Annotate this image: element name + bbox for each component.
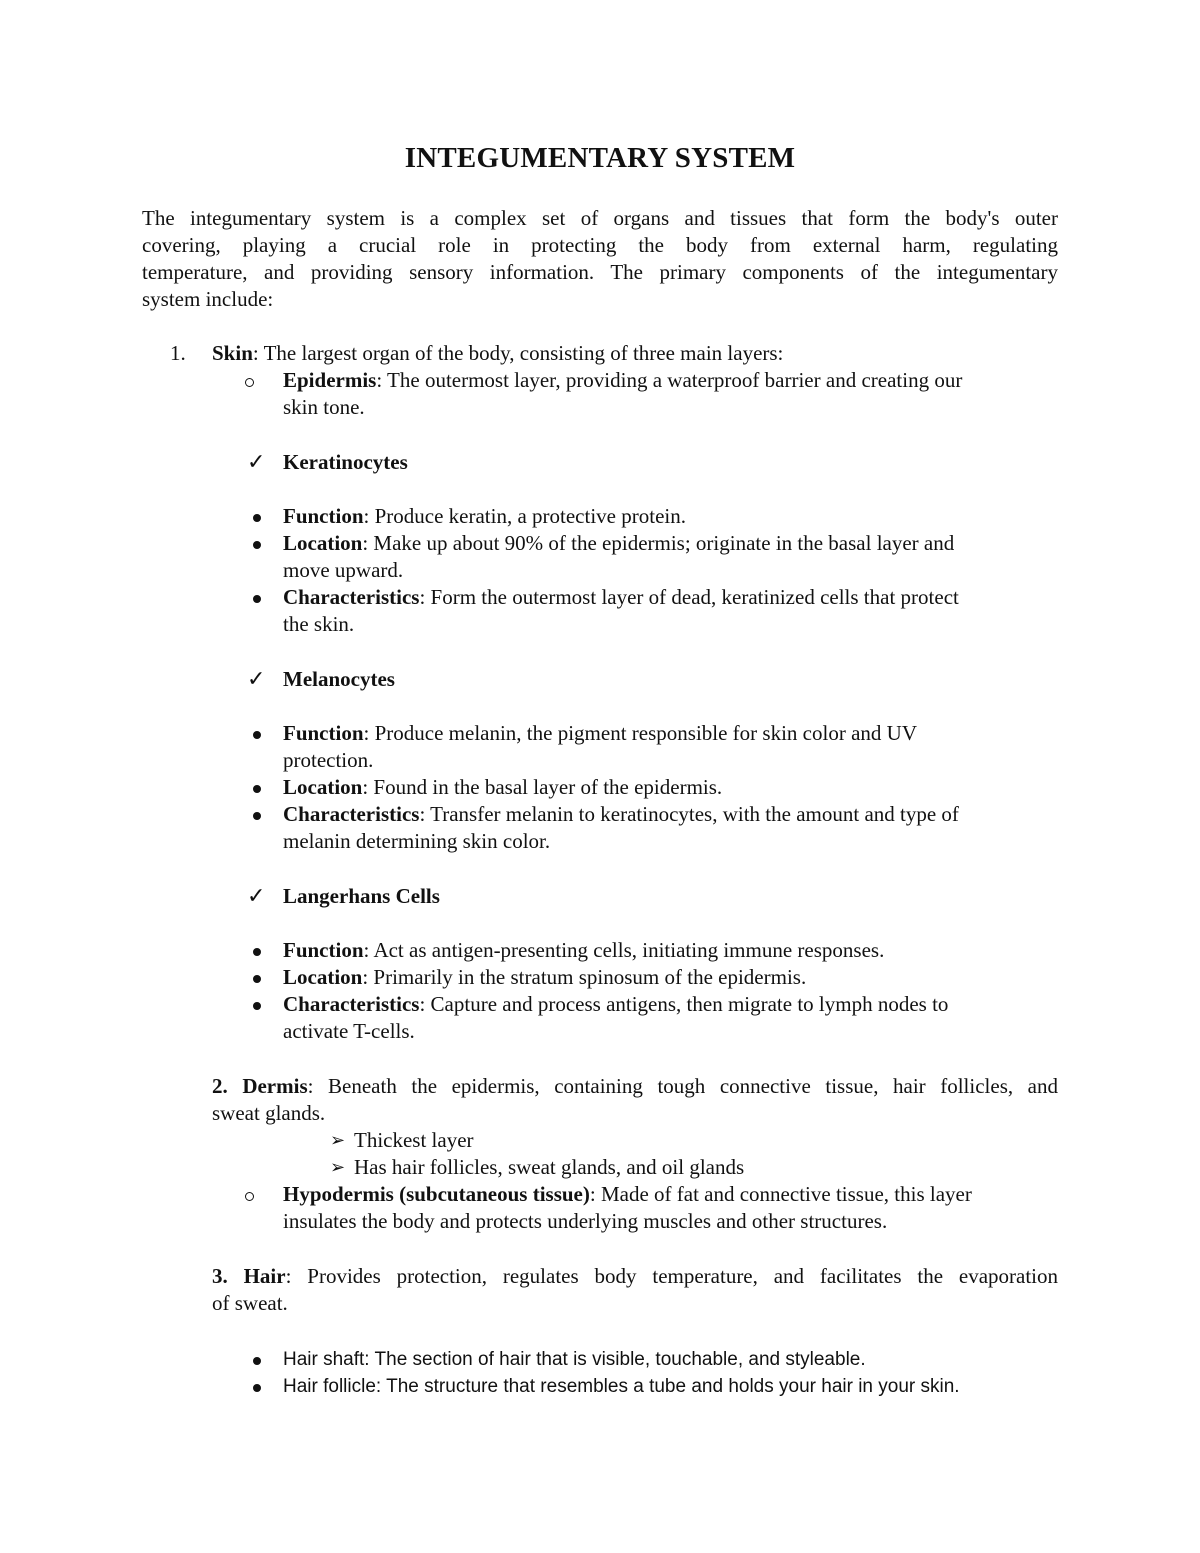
list-item [283, 937, 884, 964]
function-text: : Produce melanin, the pigment responsible for skin color and UV [363, 721, 917, 745]
hair-list-item: Hair shaft: The section of hair that is visible, touchable, and styleable. [283, 1349, 866, 1370]
hair-label: 3. Hair [212, 1264, 286, 1288]
hair-list-item: Hair follicle: The structure that resembles a tube and holds your hair in your skin. [283, 1376, 960, 1397]
location-text: : Make up about 90% of the epidermis; originate in the basal layer and [362, 531, 955, 555]
intro-line: The integumentary system is a complex set of organs and tissues that form the body's outer [142, 206, 1058, 230]
bullet-icon [253, 785, 261, 793]
hypodermis-text: : Made of fat and connective tissue, this layer [589, 1182, 972, 1206]
intro-line: temperature, and providing sensory information. The primary components of the integumentary [142, 260, 1058, 284]
circle-bullet-icon [245, 378, 254, 387]
circle-bullet-icon [245, 1192, 254, 1201]
location-label: Location [283, 775, 363, 799]
list-item-cont: the skin. [283, 612, 355, 636]
function-label: Function [283, 721, 364, 745]
hair-item [212, 1263, 1058, 1290]
bullet-icon [253, 541, 261, 549]
bullet-icon [253, 595, 261, 603]
checkmark-icon: ✓ [247, 883, 266, 908]
intro-line: covering, playing a crucial role in protecting the body from external harm, regulating [142, 233, 1058, 257]
arrow-bullet-icon: ➢ [330, 1130, 346, 1150]
function-label: Function [283, 504, 364, 528]
function-text: : Act as antigen-presenting cells, initiating immune responses. [363, 938, 885, 962]
bullet-icon [253, 514, 261, 522]
bullet-icon [253, 731, 261, 739]
skin-item [212, 340, 783, 367]
list-item [283, 584, 959, 611]
hair-text-cont: of sweat. [212, 1291, 288, 1315]
location-label: Location [283, 965, 363, 989]
skin-label: Skin [212, 341, 253, 365]
location-text: : Primarily in the stratum spinosum of the epidermis. [362, 965, 807, 989]
list-number: 1. [170, 341, 186, 365]
bullet-icon [253, 1002, 261, 1010]
hair-text: : Provides protection, regulates body temperature, and facilitates the evaporation [285, 1264, 1058, 1288]
keratinocytes-heading: Keratinocytes [283, 450, 408, 474]
dermis-text: : Beneath the epidermis, containing tough connective tissue, hair follicles, and [307, 1074, 1058, 1098]
epidermis-item [283, 367, 962, 394]
characteristics-text: : Capture and process antigens, then migrate to lymph nodes to [419, 992, 949, 1016]
list-item-cont: melanin determining skin color. [283, 829, 551, 853]
characteristics-text: : Transfer melanin to keratinocytes, with the amount and type of [419, 802, 959, 826]
location-label: Location [283, 531, 363, 555]
list-item-cont: move upward. [283, 558, 404, 582]
section-heading [283, 449, 408, 476]
section-heading [283, 883, 440, 910]
bullet-icon [253, 812, 261, 820]
list-item-cont: protection. [283, 748, 374, 772]
characteristics-label: Characteristics [283, 802, 420, 826]
hypodermis-text-cont: insulates the body and protects underlying muscles and other structures. [283, 1209, 888, 1233]
list-item [283, 774, 722, 801]
location-text: : Found in the basal layer of the epidermis. [362, 775, 723, 799]
dermis-label: 2. Dermis [212, 1074, 308, 1098]
intro-line: system include: [142, 287, 274, 311]
list-item [283, 964, 806, 991]
dermis-point: Thickest layer [354, 1128, 474, 1152]
list-item [283, 503, 686, 530]
list-item [283, 720, 917, 747]
dermis-text-cont: sweat glands. [212, 1101, 326, 1125]
epidermis-text-cont: skin tone. [283, 395, 365, 419]
hypodermis-label: Hypodermis (subcutaneous tissue) [283, 1182, 590, 1206]
bullet-icon [253, 975, 261, 983]
function-text: : Produce keratin, a protective protein. [363, 504, 686, 528]
list-item [283, 991, 948, 1018]
list-item [283, 530, 954, 557]
melanocytes-heading: Melanocytes [283, 667, 395, 691]
checkmark-icon: ✓ [247, 666, 266, 691]
list-item-cont: activate T-cells. [283, 1019, 415, 1043]
page-title: INTEGUMENTARY SYSTEM [404, 142, 796, 174]
characteristics-label: Characteristics [283, 585, 420, 609]
skin-text: : The largest organ of the body, consisting of three main layers: [252, 341, 784, 365]
characteristics-label: Characteristics [283, 992, 420, 1016]
dermis-point: Has hair follicles, sweat glands, and oil glands [354, 1155, 745, 1179]
epidermis-label: Epidermis [283, 368, 377, 392]
function-label: Function [283, 938, 364, 962]
epidermis-text: : The outermost layer, providing a waterproof barrier and creating our [376, 368, 963, 392]
arrow-bullet-icon: ➢ [330, 1157, 346, 1177]
section-heading [283, 666, 395, 693]
langerhans-heading: Langerhans Cells [283, 884, 440, 908]
dermis-item [212, 1073, 1058, 1100]
bullet-icon [253, 1384, 261, 1392]
characteristics-text: : Form the outermost layer of dead, keratinized cells that protect [419, 585, 959, 609]
hypodermis-item [283, 1181, 972, 1208]
list-item [283, 801, 959, 828]
checkmark-icon: ✓ [247, 449, 266, 474]
bullet-icon [253, 1357, 261, 1365]
bullet-icon [253, 948, 261, 956]
